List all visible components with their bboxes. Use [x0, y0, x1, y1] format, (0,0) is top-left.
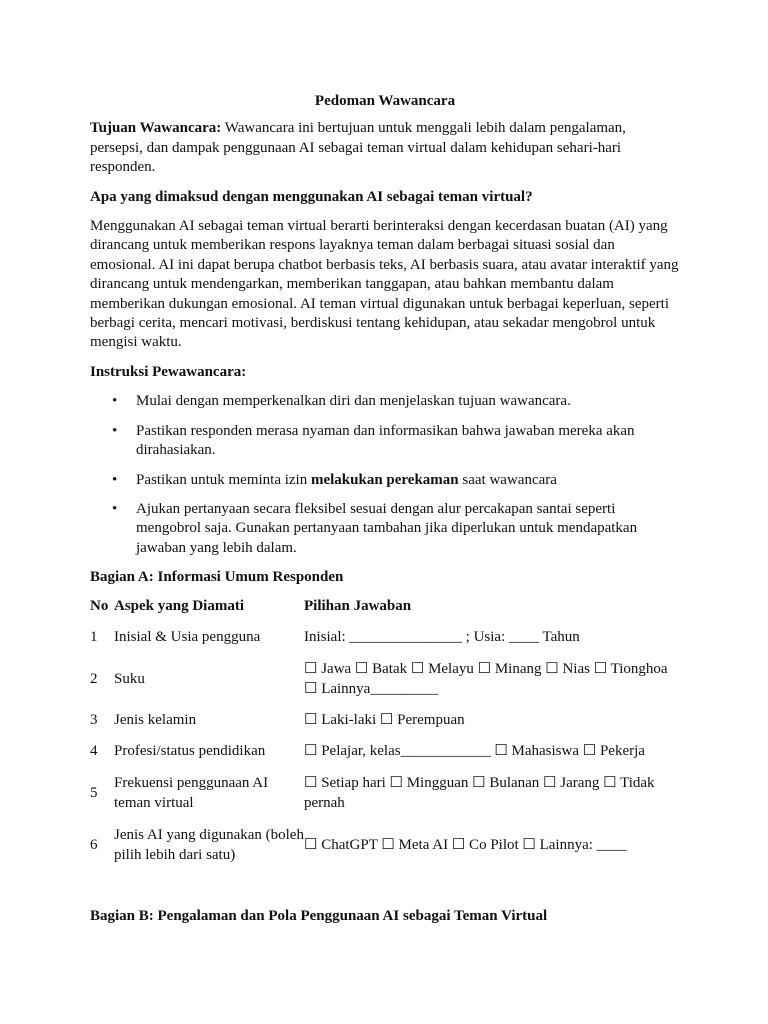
instruction-text: Ajukan pertanyaan secara fleksibel sesuai dengan alur percakapan santai seperti mengobrol saja. Gunakan pertanyaan tambahan jika diperlukan untuk mendapatkan jawaban yang lebih dalam.: [136, 500, 638, 556]
table-row: [90, 737, 680, 768]
bagian-a-heading: Bagian A: Informasi Umum Responden: [90, 569, 344, 586]
instruction-item: [90, 392, 680, 411]
row-number: 6: [90, 836, 98, 853]
bagian-b-heading: Bagian B: Pengalaman dan Pola Penggunaan AI sebagai Teman Virtual: [90, 908, 548, 924]
bullet-icon: •: [112, 500, 118, 517]
tujuan-text: Wawancara ini bertujuan untuk menggali lebih dalam pengalaman, persepsi, dan dampak penggunaan AI sebagai teman virtual dalam kehidupan sehari-hari responden.: [90, 120, 626, 176]
instruction-list: [90, 392, 680, 558]
instruction-item: [90, 422, 680, 461]
definition-paragraph: Menggunakan AI sebagai teman virtual berarti berinteraksi dengan kecerdasan buatan (AI) yang dirancang untuk memberikan respons layaknya teman dalam berbagai situasi sosial dan emosional. AI ini dapat berupa chatbot berbasis teks, AI berbasis suara, atau avatar interaktif yang dirancang untuk mendengarkan, memberikan tanggapan, atau bahkan membantu dalam memberikan dukungan emosional. AI teman virtual digunakan untuk berbagai keperluan, seperti berbagi cerita, mencari motivasi, berdiskusi tentang kehidupan, atau sekadar mengobrol untuk mengisi waktu.: [90, 218, 679, 351]
row-aspek: Suku: [114, 670, 145, 687]
row-number: 4: [90, 743, 98, 760]
row-jawaban: ☐ Jawa ☐ Batak ☐ Melayu ☐ Minang ☐ Nias ☐ Tionghoa ☐ Lainnya_________: [304, 661, 668, 697]
table-row: [90, 820, 680, 872]
table-row: [90, 706, 680, 737]
instruction-text-bold: melakukan perekaman: [310, 471, 459, 488]
column-header-no: No: [90, 598, 109, 615]
row-jawaban: ☐ ChatGPT ☐ Meta AI ☐ Co Pilot ☐ Lainnya: ____: [304, 836, 627, 853]
row-number: 3: [90, 712, 98, 729]
bullet-icon: •: [112, 393, 118, 410]
row-number: 2: [90, 670, 98, 687]
instruction-item: [90, 471, 680, 490]
bullet-icon: •: [112, 471, 118, 488]
column-header-jawaban: Pilihan Jawaban: [304, 598, 412, 615]
question-heading: Apa yang dimaksud dengan menggunakan AI sebagai teman virtual?: [90, 188, 533, 205]
bullet-icon: •: [112, 422, 118, 439]
tujuan-paragraph: [90, 119, 680, 177]
row-aspek: Inisial & Usia pengguna: [114, 629, 261, 646]
document-page: [90, 92, 680, 872]
table-row: [90, 768, 680, 820]
row-jawaban: ☐ Pelajar, kelas____________ ☐ Mahasiswa ☐ Pekerja: [304, 743, 645, 760]
info-table: [90, 592, 680, 872]
row-aspek: Frekuensi penggunaan AI teman virtual: [114, 775, 269, 811]
row-aspek: Jenis AI yang digunakan (boleh pilih lebih dari satu): [114, 827, 304, 863]
table-header-row: [90, 592, 680, 623]
row-jawaban: ☐ Laki-laki ☐ Perempuan: [304, 712, 465, 729]
instruction-text: Mulai dengan memperkenalkan diri dan menjelaskan tujuan wawancara.: [136, 393, 571, 410]
row-number: 1: [90, 629, 98, 646]
column-header-aspek: Aspek yang Diamati: [114, 598, 245, 615]
row-jawaban: Inisial: _______________ ; Usia: ____ Tahun: [304, 629, 580, 646]
row-jawaban: ☐ Setiap hari ☐ Mingguan ☐ Bulanan ☐ Jarang ☐ Tidak pernah: [304, 775, 655, 811]
tujuan-label: Tujuan Wawancara:: [90, 120, 222, 137]
instruksi-heading: Instruksi Pewawancara:: [90, 363, 247, 380]
table-row: [90, 623, 680, 654]
instruction-item: [90, 500, 680, 558]
row-aspek: Profesi/status pendidikan: [114, 743, 266, 760]
document-title: Pedoman Wawancara: [314, 93, 456, 109]
row-aspek: Jenis kelamin: [114, 712, 197, 729]
instruction-text-pre: Pastikan untuk meminta izin: [136, 471, 311, 488]
instruction-text: Pastikan responden merasa nyaman dan informasikan bahwa jawaban mereka akan dirahasiakan.: [136, 422, 635, 459]
table-row: [90, 654, 680, 706]
instruction-text-post: saat wawancara: [458, 471, 557, 488]
row-number: 5: [90, 784, 98, 801]
